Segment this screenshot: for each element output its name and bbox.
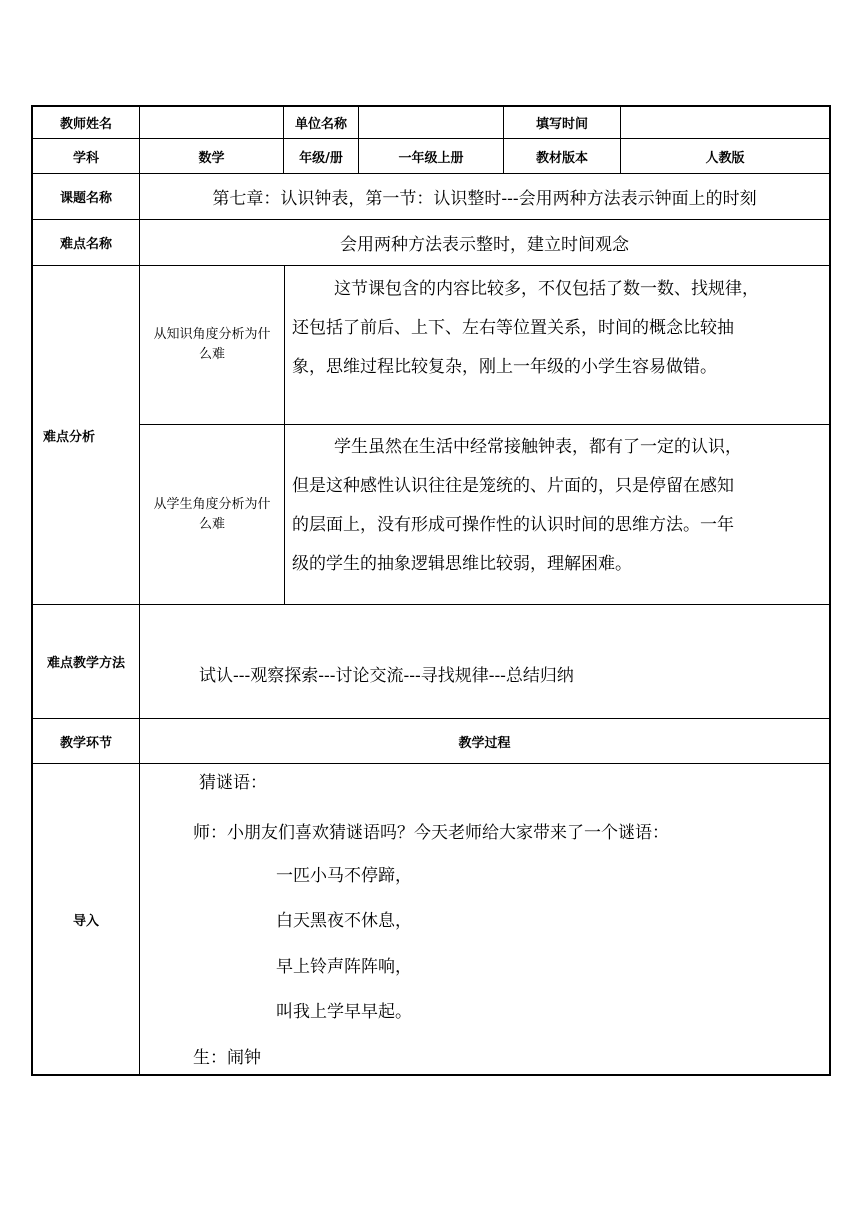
lesson-title-label: 课题名称	[59, 191, 112, 206]
teaching-stage-label: 教学环节	[59, 735, 112, 751]
teaching-method-value: 试认---观察探索---讨论交流---寻找规律---总结归纳	[199, 666, 574, 686]
unit-name-value[interactable]	[359, 107, 503, 138]
student-line: 的层面上，没有形成可操作性的认识时间的思维方法。一年	[292, 515, 734, 535]
teaching-process-label: 教学过程	[458, 735, 511, 751]
riddle-line: 早上铃声阵阵响，	[276, 957, 412, 977]
grade-label: 年级/册	[299, 150, 343, 166]
teaching-method-label: 难点教学方法	[46, 656, 125, 671]
intro-stage-label: 导入	[72, 913, 99, 929]
difficulty-name-value: 会用两种方法表示整时，建立时间观念	[340, 235, 629, 255]
knowledge-line: 象，思维过程比较复杂，刚上一年级的小学生容易做错。	[292, 357, 717, 377]
student-analysis-text	[292, 428, 827, 584]
riddle-line: 一匹小马不停蹄，	[276, 866, 412, 886]
teacher-name-label: 教师姓名	[59, 117, 112, 132]
difficulty-name-label: 难点名称	[59, 237, 112, 252]
edition-label: 教材版本	[535, 150, 588, 166]
subject-label: 学科	[72, 150, 99, 166]
teacher-line: 师：小朋友们喜欢猜谜语吗？今天老师给大家带来了一个谜语：	[193, 823, 669, 843]
student-angle-label: 从学生角度分析为什么难	[153, 496, 271, 532]
lesson-title-value: 第七章：认识钟表，第一节：认识整时---会用两种方法表示钟面上的时刻	[212, 189, 757, 209]
subject-value: 数学	[198, 150, 225, 166]
unit-name-label: 单位名称	[294, 117, 347, 132]
knowledge-line: 这节课包含的内容比较多，不仅包括了数一数、找规律，	[334, 279, 759, 299]
riddle-heading: 猜谜语：	[199, 773, 267, 793]
grade-value: 一年级上册	[398, 150, 464, 166]
student-line: 学生虽然在生活中经常接触钟表，都有了一定的认识，	[334, 437, 742, 457]
teacher-name-value[interactable]	[140, 107, 283, 138]
student-line: 级的学生的抽象逻辑思维比较弱，理解困难。	[292, 554, 632, 574]
fill-date-label: 填写时间	[535, 117, 588, 132]
riddle-line: 白天黑夜不休息，	[276, 911, 412, 931]
riddle-line: 叫我上学早早起。	[276, 1002, 412, 1022]
knowledge-analysis-text	[292, 270, 827, 387]
difficulty-analysis-label: 难点分析	[42, 429, 95, 445]
knowledge-angle-label: 从知识角度分析为什么难	[153, 327, 271, 362]
student-answer-line: 生：闹钟	[193, 1048, 261, 1068]
fill-date-value[interactable]	[621, 107, 829, 138]
student-line: 但是这种感性认识往往是笼统的、片面的，只是停留在感知	[292, 476, 734, 496]
knowledge-line: 还包括了前后、上下、左右等位置关系，时间的概念比较抽	[292, 318, 734, 338]
edition-value: 人教版	[705, 150, 745, 166]
